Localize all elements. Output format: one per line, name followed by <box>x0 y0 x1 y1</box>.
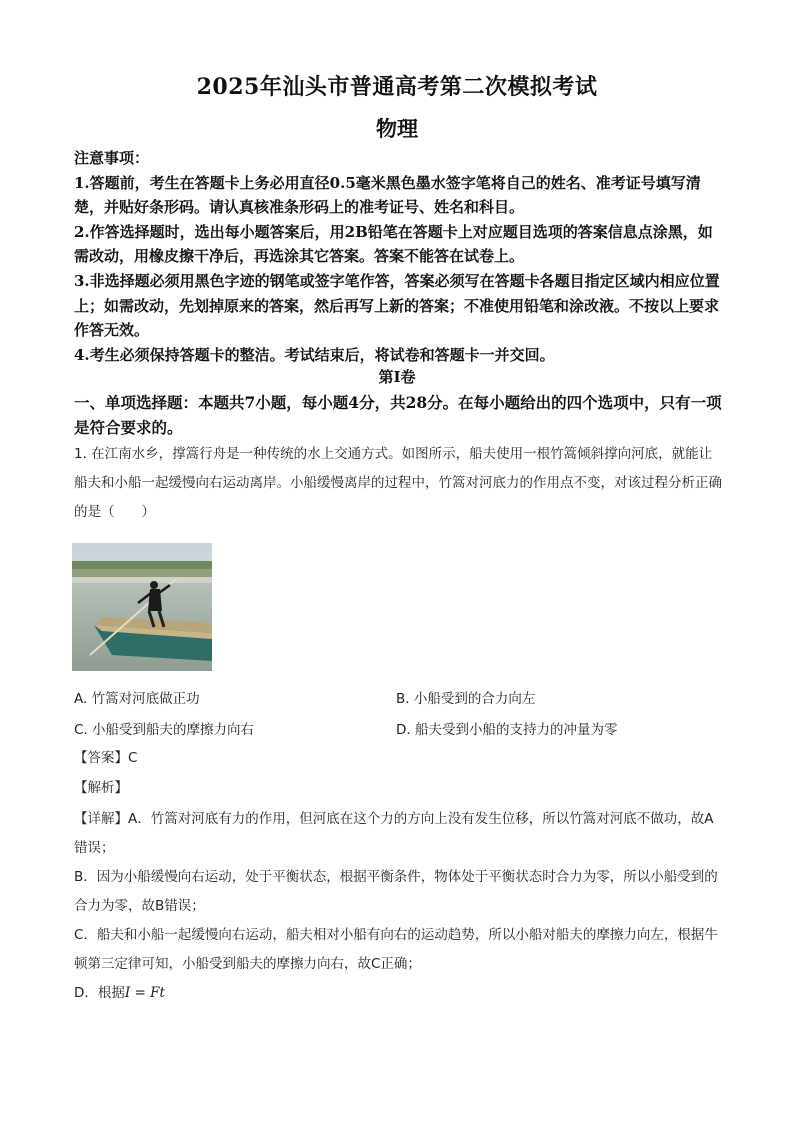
notice-item-1: 1.答题前，考生在答题卡上务必用直径0.5毫米黑色墨水签字笔将自己的姓名、准考证号填写清楚，并贴好条形码。请认真核准条形码上的准考证号、姓名和科目。 <box>74 173 701 217</box>
analysis-c: C．船夫和小船一起缓慢向右运动，船夫相对小船有向右的运动趋势，所以小船对船夫的摩擦力向左，根据牛顿第三定律可知，小船受到船夫的摩擦力向右，故C正确； <box>74 927 718 972</box>
analysis-d-prefix: D．根据 <box>74 985 125 1001</box>
subject-title: 物理 <box>376 116 418 141</box>
notice-item-4: 4.考生必须保持答题卡的整洁。考试结束后，将试卷和答题卡一并交回。 <box>74 345 555 364</box>
option-d: D. 船夫受到小船的支持力的冲量为零 <box>396 722 618 738</box>
boatman-photo <box>72 543 212 671</box>
analysis-b: B．因为小船缓慢向右运动，处于平衡状态，根据平衡条件，物体处于平衡状态时合力为零，所以小船受到的合力为零，故B错误； <box>74 869 718 914</box>
impulse-formula: I = Ft <box>124 985 165 1001</box>
option-a: A. 竹篙对河底做正功 <box>74 691 200 707</box>
detail-label: 【详解】 <box>74 811 128 827</box>
option-c: C. 小船受到船夫的摩擦力向右 <box>74 722 255 738</box>
question-stem: 1. 在江南水乡，撑篙行舟是一种传统的水上交通方式。如图所示，船夫使用一根竹篙倾斜撑向河底，就能让船夫和小船一起缓慢向右运动离岸。小船缓慢离岸的过程中，竹篙对河底力的作用点不变，对该过程分析正确的是（ ） <box>74 446 722 520</box>
exam-title: 2025年汕头市普通高考第二次模拟考试 <box>196 74 598 100</box>
analysis-a <box>74 805 724 863</box>
notice-heading: 注意事项： <box>74 149 150 167</box>
answer-value: C <box>128 750 138 766</box>
analysis-detail <box>74 805 724 1008</box>
analysis-heading: 【解析】 <box>74 780 128 796</box>
notice-block <box>74 146 724 367</box>
notice-item-2: 2.作答选择题时，选出每小题答案后，用2B铅笔在答题卡上对应题目选项的答案信息点涂黑，如需改动，用橡皮擦干净后，再选涂其它答案。答案不能答在试卷上。 <box>74 222 713 266</box>
analysis-a-text: A．竹篙对河底有力的作用，但河底在这个力的方向上没有发生位移，所以竹篙对河底不做功，故A错误； <box>74 811 714 856</box>
answer-label: 【答案】 <box>74 750 128 766</box>
notice-item-3: 3.非选择题必须用黑色字迹的钢笔或签字笔作答，答案必须写在答题卡各题目指定区域内相应位置上；如需改动，先划掉原来的答案，然后再写上新的答案；不准使用铅笔和涂改液。不按以上要求作答无效。 <box>74 271 720 340</box>
section-heading: 一、单项选择题：本题共7小题，每小题4分，共28分。在每小题给出的四个选项中，只有一项是符合要求的。 <box>74 393 722 437</box>
answer-line <box>74 744 724 773</box>
volume-title: 第Ⅰ卷 <box>378 368 416 386</box>
analysis-d <box>74 979 724 1008</box>
option-b: B. 小船受到的合力向左 <box>396 691 536 707</box>
